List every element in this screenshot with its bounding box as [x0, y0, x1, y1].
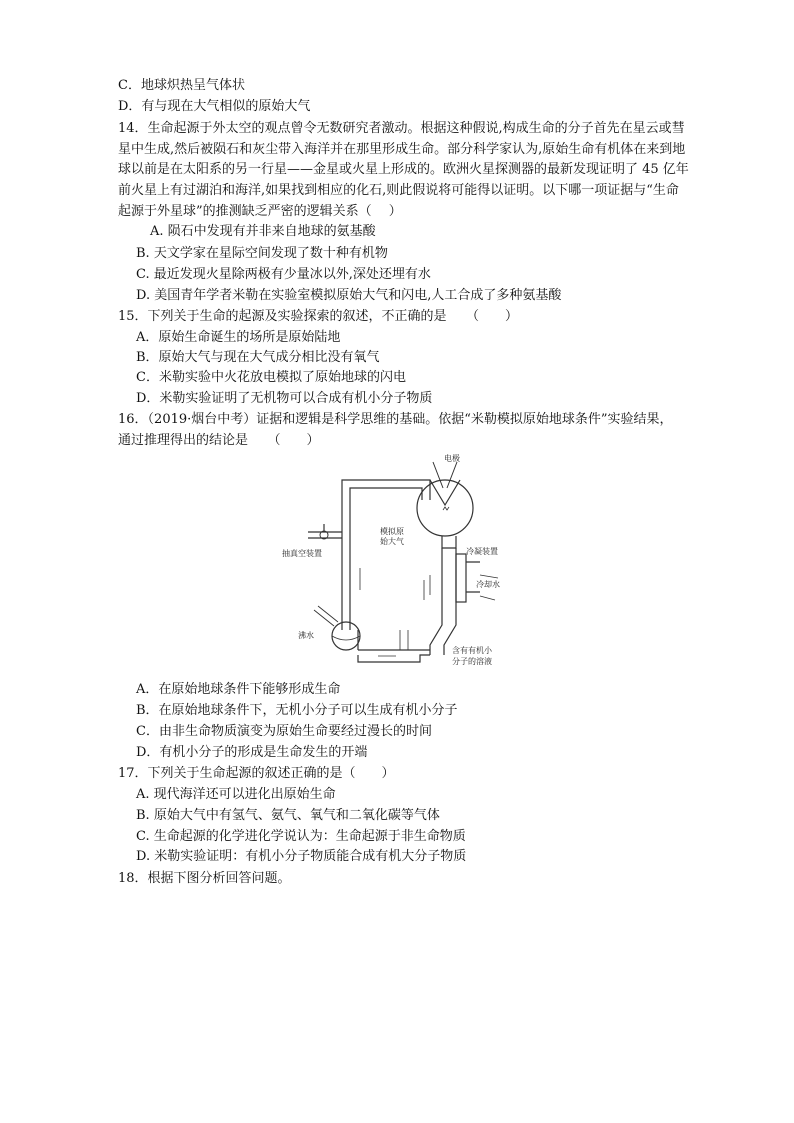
q14-option-b: B. 天文学家在星际空间发现了数十种有机物: [136, 246, 388, 261]
q15-stem: 15．下列关于生命的起源及实验探索的叙述，不正确的是 （ ）: [118, 309, 519, 324]
q13-option-d: D．有与现在大气相似的原始大气: [118, 99, 311, 114]
upper-tube: [342, 480, 430, 630]
condenser-tube: [430, 548, 442, 655]
q17-option-c: C. 生命起源的化学进化学说认为：生命起源于非生命物质: [136, 829, 466, 844]
label-vacuum: 抽真空装置: [282, 549, 322, 558]
label-condenser: 冷凝装置: [466, 547, 498, 556]
label-solution-2: 分子的溶液: [452, 657, 492, 666]
q14-stem-line5: 起源于外星球”的推测缺乏严密的逻辑关系（ ）: [118, 204, 402, 219]
boiling-flask: [332, 622, 360, 650]
q14-option-d: D. 美国青年学者米勒在实验室模拟原始大气和闪电,人工合成了多种氨基酸: [136, 288, 562, 303]
q14-stem-line2: 星中生成,然后被陨石和灰尘带入海洋并在那里形成生命。部分科学家认为,原始生命有机体在来到地: [118, 142, 686, 157]
q17-stem: 17．下列关于生命起源的叙述正确的是（ ）: [118, 766, 395, 781]
q17-option-b: B. 原始大气中有氢气、氨气、氧气和二氧化碳等气体: [136, 808, 440, 823]
vacuum-tube: [308, 532, 342, 538]
atmosphere-flask: [417, 480, 473, 536]
q18-stem: 18．根据下图分析回答问题。: [118, 871, 291, 886]
label-solution-1: 含有有机小: [452, 646, 492, 655]
q16-stem-line1: 16．（2019·烟台中考）证据和逻辑是科学思维的基础。依据“米勒模拟原始地球条件”实验结果，: [118, 412, 673, 427]
q17-option-d: D. 米勒实验证明：有机小分子物质能合成有机大分子物质: [136, 849, 467, 864]
label-boiling-water: 沸水: [298, 631, 314, 640]
q16-option-c: C．由非生命物质演变为原始生命要经过漫长的时间: [136, 724, 432, 739]
label-atmosphere-2: 始大气: [380, 537, 404, 546]
q14-stem-line4: 前火星上有过湖泊和海洋,如果找到相应的化石,则此假说将可能得以证明。以下哪一项证据与“生命: [118, 183, 679, 198]
q15-option-b: B．原始大气与现在大气成分相比没有氧气: [136, 350, 380, 365]
q16-option-d: D．有机小分子的形成是生命发生的开端: [136, 745, 368, 760]
q17-option-a: A. 现代海洋还可以进化出原始生命: [136, 787, 336, 802]
q16-stem-line2: 通过推理得出的结论是 （ ）: [118, 433, 320, 448]
condenser-jacket: [456, 554, 466, 602]
label-atmosphere-1: 模拟原: [380, 527, 404, 536]
q15-option-c: C．米勒实验中火花放电模拟了原始地球的闪电: [136, 370, 406, 385]
q16-option-b: B．在原始地球条件下，无机小分子可以生成有机小分子: [136, 703, 458, 718]
q13-option-c: C．地球炽热呈气体状: [118, 78, 245, 93]
q14-stem-line3: 球以前是在太阳系的另一行星——金星或火星上形成的。欧洲火星探测器的最新发现证明了 45 亿年: [118, 162, 689, 177]
q16-option-a: A．在原始地球条件下能够形成生命: [136, 682, 341, 697]
q14-option-c: C. 最近发现火星除两极有少量冰以外,深处还埋有水: [136, 267, 431, 282]
label-cooling-water: 冷却水: [476, 580, 500, 589]
q14-stem-line1: 14．生命起源于外太空的观点曾令无数研究者激动。根据这种假说,构成生命的分子首先在星云或彗: [118, 121, 685, 136]
upper-tube-inner: [350, 488, 422, 630]
q14-option-a: A. 陨石中发现有并非来自地球的氨基酸: [150, 224, 376, 239]
miller-experiment-diagram: [280, 450, 520, 675]
q15-option-a: A．原始生命诞生的场所是原始陆地: [136, 330, 341, 345]
q15-option-d: D．米勒实验证明了无机物可以合成有机小分子物质: [136, 391, 433, 406]
label-electrode: 电极: [444, 454, 460, 463]
electrodes: [430, 480, 460, 505]
